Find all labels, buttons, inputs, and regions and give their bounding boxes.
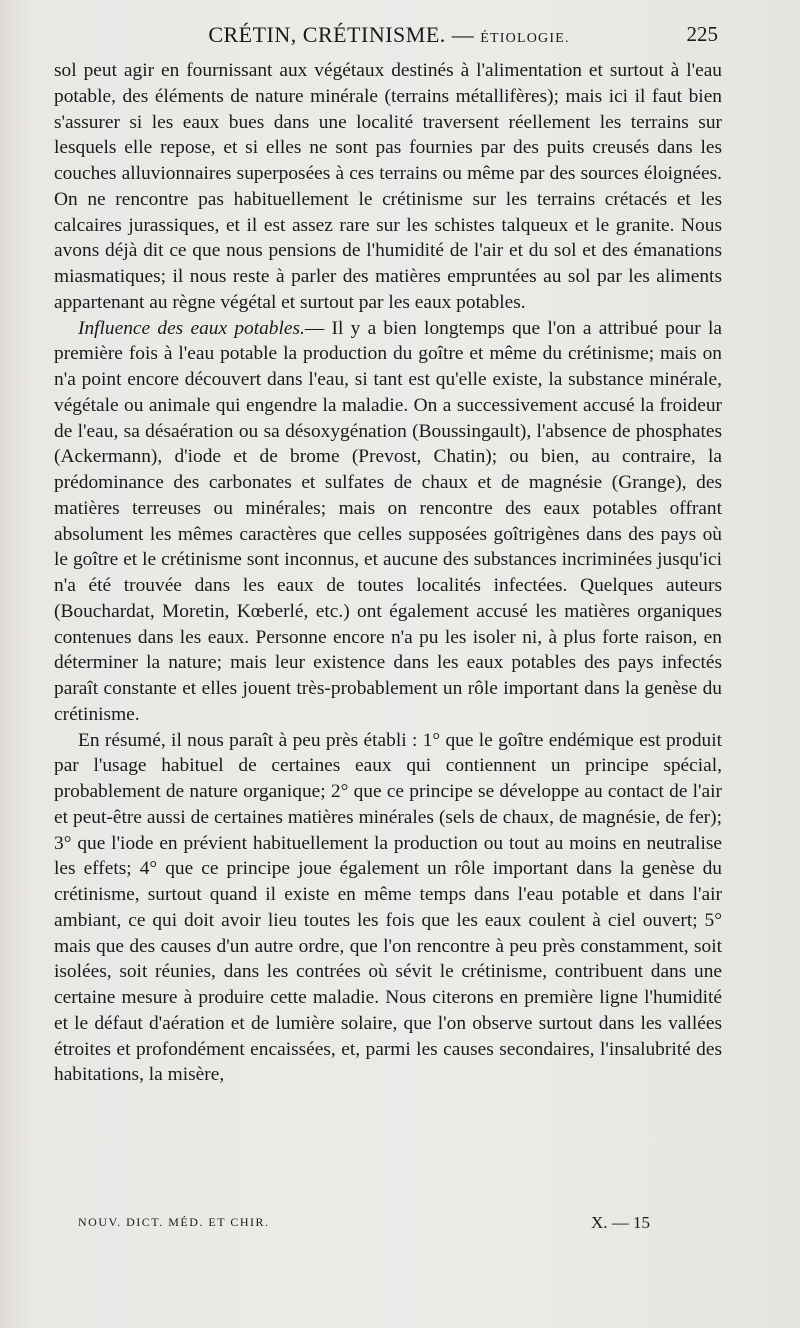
paragraph-continuation — [54, 58, 722, 316]
header-title: CRÉTIN, CRÉTINISME. — [208, 22, 446, 47]
page-footer — [78, 1213, 660, 1237]
running-head: CRÉTIN, CRÉTINISME. — ÉTIOLOGIE. — [208, 22, 570, 47]
footer-signature: NOUV. DICT. MÉD. ET CHIR. — [78, 1215, 270, 1229]
body-text — [54, 58, 722, 1088]
paragraph-text: En résumé, il nous paraît à peu près établi : 1° que le goître endémique est produit par l'usage habituel de certaines eaux qui contiennent un principe spécial, probablement de nature organique; 2° que ce principe se développe au contact de l'air et peut-être aussi de certaines matières minérales (sels de chaux, de magnésie, de fer); 3° que l'iode en prévient habituellement la production ou tout au moins en neutralise les effets; 4° que ce principe joue également un rôle important dans la genèse du crétinisme, surtout quand il existe en même temps dans l'eau potable et dans l'air ambiant, ce qui doit avoir lieu toutes les fois que les eaux coulent à ciel ouvert; 5° mais que des causes d'un autre ordre, que l'on rencontre à peu près constamment, soit isolées, soit réunies, dans les contrées où sévit le crétinisme, contribuent dans une certaine mesure à produire cette maladie. Nous citerons en première ligne l'humidité et le défaut d'aération et de lumière solaire, que l'on observe surtout dans les vallées étroites et profondément encaissées, et, parmi les causes secondaires, l'insalubrité des habitations, la misère, — [54, 729, 722, 1086]
paragraph-eaux-potables — [54, 316, 722, 728]
page-number: 225 — [686, 22, 718, 46]
paragraph-resume — [54, 728, 722, 1089]
paragraph-text: — Il y a bien longtemps que l'on a attribué pour la première fois à l'eau potable la production du goître et même du crétinisme; mais on n'a point encore découvert dans l'eau, si tant est qu'elle existe, la substance minérale, végétale ou animale qui engendre la maladie. On a successivement accusé la froideur de l'eau, sa désaération ou sa désoxygénation (Boussingault), l'absence de phosphates (Ackermann), d'iode et de brome (Prevost, Chatin); ou bien, au contraire, la prédominance des carbonates et sulfates de chaux et de magnésie (Grange), des matières terreuses ou minérales; mais on rencontre des eaux potables offrant absolument les mêmes caractères que celles supposées goîtrigènes dans des pays où le goître et le crétinisme sont inconnus, et aucune des substances incriminées jusqu'ici n'a été trouvée dans les eaux de toutes localités infectées. Quelques auteurs (Bouchardat, Moretin, Kœberlé, etc.) ont également accusé les matières organiques contenues dans les eaux. Personne encore n'a pu les isoler ni, à plus forte raison, en déterminer la nature; mais leur existence dans les eaux potables des pays infectés paraît constante et elles jouent très-probablement un rôle important dans la genèse du crétinisme. — [54, 317, 722, 725]
header-section: ÉTIOLOGIE. — [480, 31, 570, 46]
paragraph-lead: Influence des eaux potables. — [78, 317, 305, 339]
paragraph-text: sol peut agir en fournissant aux végétaux destinés à l'alimentation et surtout à l'eau potable, des éléments de nature minérale (terrains métallifères); mais ici il faut bien s'assurer si les eaux bues dans une localité traversent réellement les terrains sur lesquels elle repose, et si elles ne sont pas fournies par des puits creusés dans les couches alluvionnaires superposées à ces terrains ou même par des sources éloignées. On ne rencontre pas habituellement le crétinisme sur les terrains crétacés et les calcaires jurassiques, et il est assez rare sur les schistes talqueux et le granite. Nous avons déjà dit ce que nous pensions de l'humidité de l'air et du sol et des émanations miasmatiques; il nous reste à parler des matières empruntées au sol par les aliments appartenant au règne végétal et surtout par les eaux potables. — [54, 60, 722, 313]
footer-volume: X. — 15 — [590, 1213, 650, 1232]
page-header — [56, 18, 722, 52]
